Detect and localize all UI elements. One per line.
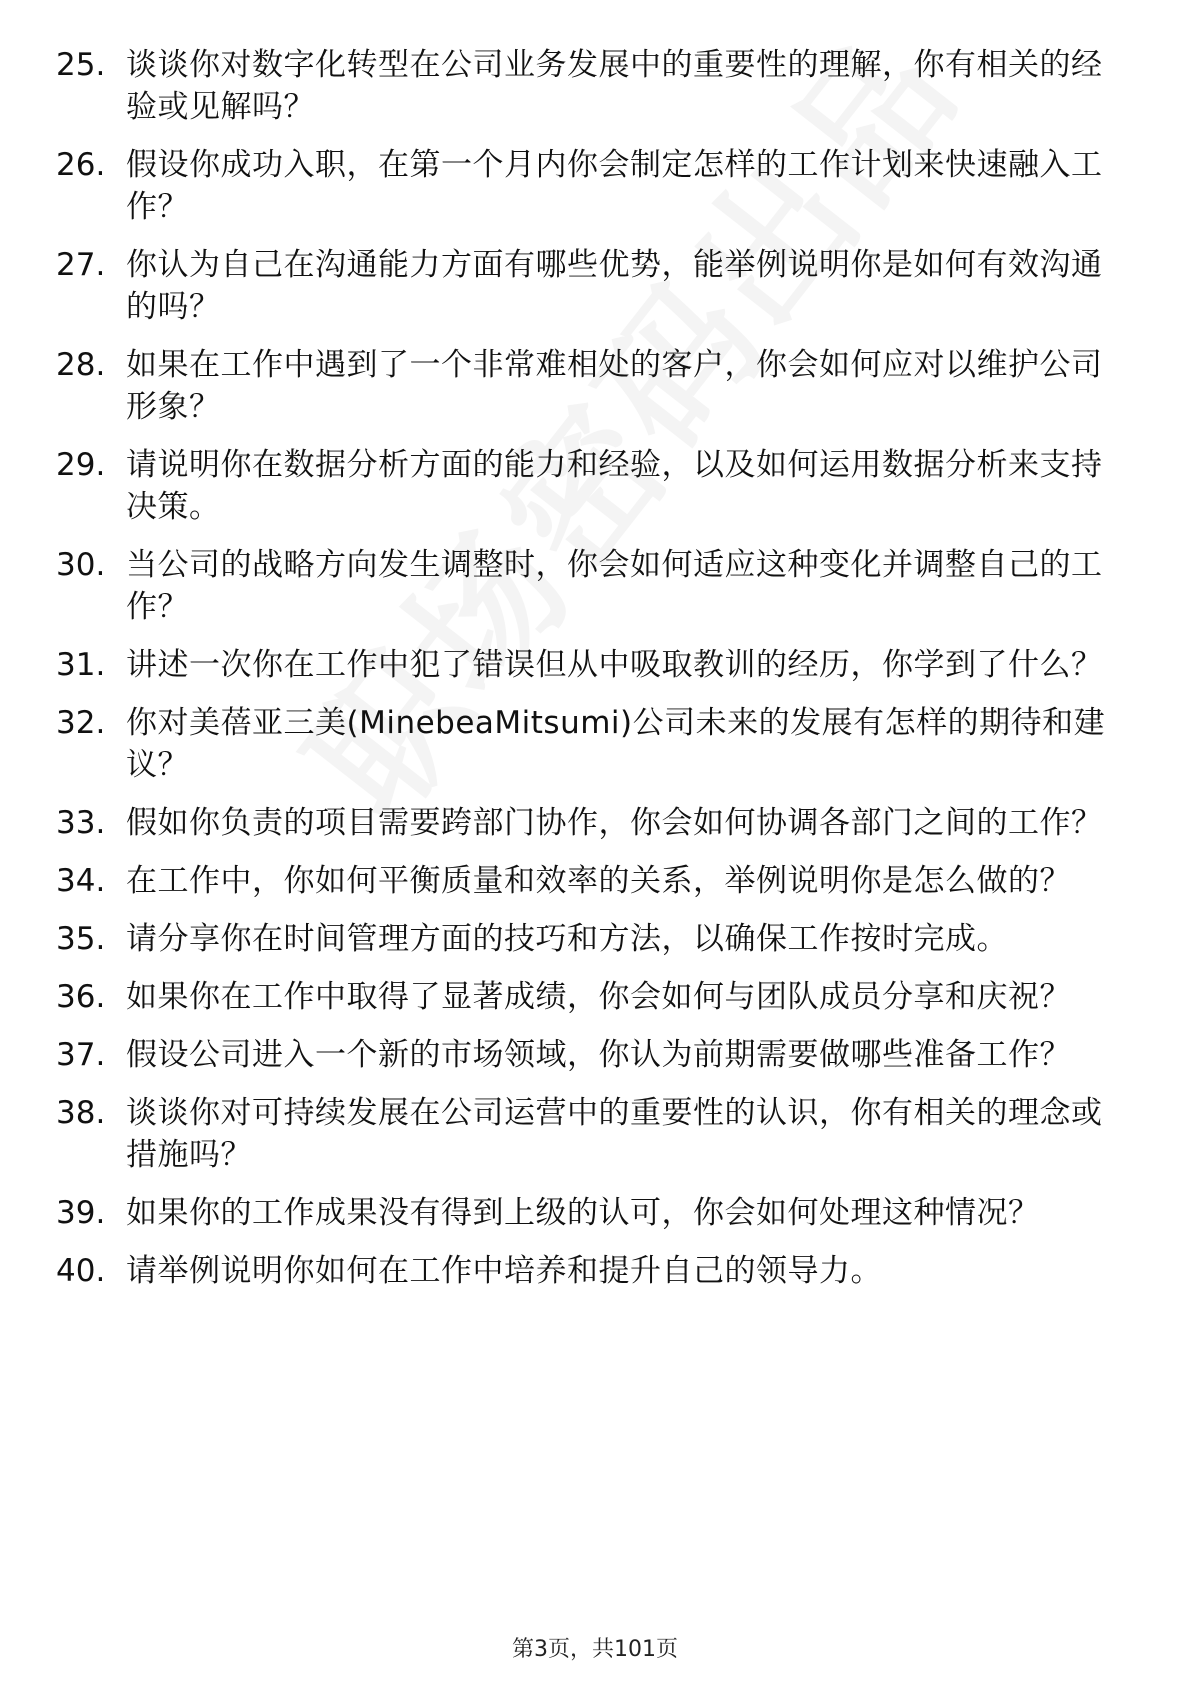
question-number: 31.: [56, 647, 106, 683]
question-text: 谈谈你对数字化转型在公司业务发展中的重要性的理解，你有相关的经验或见解吗？: [126, 47, 1103, 125]
question-text: 你对美蓓亚三美(MinebeaMitsumi)公司未来的发展有怎样的期待和建议？: [126, 705, 1106, 783]
question-number: 34.: [56, 863, 106, 899]
list-item: [56, 702, 1116, 786]
list-item: [56, 1192, 1116, 1234]
question-text: 假如你负责的项目需要跨部门协作，你会如何协调各部门之间的工作？: [126, 805, 1103, 841]
question-text: 如果你的工作成果没有得到上级的认可，你会如何处理这种情况？: [126, 1195, 1040, 1231]
question-number: 36.: [56, 979, 106, 1015]
question-text: 如果在工作中遇到了一个非常难相处的客户，你会如何应对以维护公司形象？: [126, 347, 1103, 425]
list-item: [56, 144, 1116, 228]
question-number: 40.: [56, 1253, 106, 1289]
question-number: 37.: [56, 1037, 106, 1073]
list-item: [56, 544, 1116, 628]
question-text: 如果你在工作中取得了显著成绩，你会如何与团队成员分享和庆祝？: [126, 979, 1071, 1015]
question-number: 25.: [56, 47, 106, 83]
question-text: 在工作中，你如何平衡质量和效率的关系，举例说明你是怎么做的？: [126, 863, 1071, 899]
question-number: 38.: [56, 1095, 106, 1131]
list-item: [56, 344, 1116, 428]
list-item: [56, 644, 1116, 686]
list-item: [56, 976, 1116, 1018]
question-text: 请举例说明你如何在工作中培养和提升自己的领导力。: [126, 1253, 882, 1289]
list-item: [56, 244, 1116, 328]
list-item: [56, 860, 1116, 902]
list-item: [56, 1250, 1116, 1292]
question-text: 假设你成功入职，在第一个月内你会制定怎样的工作计划来快速融入工作？: [126, 147, 1103, 225]
question-text: 假设公司进入一个新的市场领域，你认为前期需要做哪些准备工作？: [126, 1037, 1071, 1073]
list-item: [56, 918, 1116, 960]
question-number: 39.: [56, 1195, 106, 1231]
question-number: 33.: [56, 805, 106, 841]
list-item: [56, 802, 1116, 844]
question-number: 30.: [56, 547, 106, 583]
question-text: 当公司的战略方向发生调整时，你会如何适应这种变化并调整自己的工作？: [126, 547, 1103, 625]
question-text: 请分享你在时间管理方面的技巧和方法，以确保工作按时完成。: [126, 921, 1008, 957]
page-footer: 第3页，共101页: [512, 1637, 678, 1662]
question-number: 26.: [56, 147, 106, 183]
list-item: [56, 444, 1116, 528]
question-number: 32.: [56, 705, 106, 741]
question-number: 28.: [56, 347, 106, 383]
question-number: 35.: [56, 921, 106, 957]
question-text: 请说明你在数据分析方面的能力和经验，以及如何运用数据分析来支持决策。: [126, 447, 1103, 525]
question-number: 29.: [56, 447, 106, 483]
question-number: 27.: [56, 247, 106, 283]
list-item: [56, 44, 1116, 128]
question-text: 你认为自己在沟通能力方面有哪些优势，能举例说明你是如何有效沟通的吗？: [126, 247, 1103, 325]
question-list: [56, 44, 1116, 1308]
list-item: [56, 1092, 1116, 1176]
question-text: 讲述一次你在工作中犯了错误但从中吸取教训的经历，你学到了什么？: [126, 647, 1103, 683]
list-item: [56, 1034, 1116, 1076]
question-text: 谈谈你对可持续发展在公司运营中的重要性的认识，你有相关的理念或措施吗？: [126, 1095, 1103, 1173]
